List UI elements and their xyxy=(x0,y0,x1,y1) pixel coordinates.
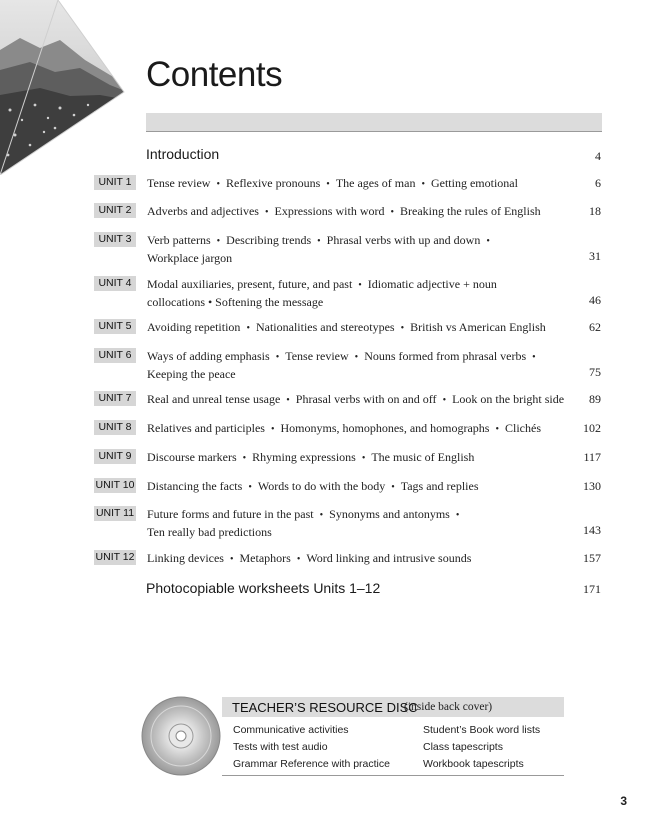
disc-title: TEACHER’S RESOURCE DISC xyxy=(232,700,418,715)
unit-page: 18 xyxy=(589,204,601,218)
unit-topics: Linking devices • Metaphors • Word linking and intrusive sounds xyxy=(147,551,472,565)
unit-label: UNIT 1 xyxy=(94,175,136,190)
unit-page: 89 xyxy=(589,392,601,406)
disc-item: Student’s Book word lists xyxy=(423,724,541,736)
disc-item: Communicative activities xyxy=(233,724,349,736)
unit-topics: Modal auxiliaries, present, future, and past • Idiomatic adjective + noun collocations • Softening the message xyxy=(147,277,497,309)
unit-topics: Verb patterns • Describing trends • Phrasal verbs with up and down • Workplace jargon xyxy=(147,233,490,265)
unit-page: 143 xyxy=(583,523,601,537)
unit-label: UNIT 8 xyxy=(94,420,136,435)
page-number: 3 xyxy=(620,794,627,808)
unit-topics: Ways of adding emphasis • Tense review • Nouns formed from phrasal verbs • Keeping the peace xyxy=(147,349,536,381)
disc-subtitle: (inside back cover) xyxy=(404,701,493,713)
disc-item: Workbook tapescripts xyxy=(423,758,524,770)
worksheets-page: 171 xyxy=(583,582,601,596)
unit-topics: Discourse markers • Rhyming expressions • The music of English xyxy=(147,450,475,464)
unit-page: 46 xyxy=(589,293,601,307)
unit-page: 157 xyxy=(583,551,601,565)
unit-label: UNIT 11 xyxy=(95,507,135,519)
unit-label: UNIT 3 xyxy=(94,232,136,247)
unit-label: UNIT 6 xyxy=(94,348,136,363)
unit-page: 6 xyxy=(595,176,601,190)
introduction-heading: Introduction xyxy=(146,146,220,162)
unit-topics: Avoiding repetition • Nationalities and stereotypes • British vs American English xyxy=(147,320,546,334)
unit-label: UNIT 2 xyxy=(94,203,136,218)
unit-page: 117 xyxy=(583,450,601,464)
unit-page: 75 xyxy=(589,365,601,379)
unit-topics: Adverbs and adjectives • Expressions with word • Breaking the rules of English xyxy=(147,204,541,218)
unit-page: 31 xyxy=(589,249,601,263)
unit-label: UNIT 9 xyxy=(94,449,136,464)
disc-item: Tests with test audio xyxy=(233,741,328,753)
unit-topics: Relatives and participles • Homonyms, homophones, and homographs • Clichés xyxy=(147,421,541,435)
page-title: Contents xyxy=(146,55,283,94)
unit-page: 62 xyxy=(589,320,601,334)
unit-topics: Future forms and future in the past • Synonyms and antonyms • Ten really bad predictions xyxy=(147,507,460,539)
disc-item: Grammar Reference with practice xyxy=(233,758,390,770)
unit-label: UNIT 5 xyxy=(94,319,136,334)
unit-topics: Distancing the facts • Words to do with the body • Tags and replies xyxy=(147,479,479,493)
unit-label: UNIT 12 xyxy=(95,551,135,563)
disc-bottom-rule xyxy=(222,775,564,776)
unit-label: UNIT 7 xyxy=(94,391,136,406)
disc-item: Class tapescripts xyxy=(423,741,503,753)
corner-landscape-image xyxy=(0,0,128,175)
worksheets-heading: Photocopiable worksheets Units 1–12 xyxy=(146,580,381,596)
header-divider-bar xyxy=(146,113,602,132)
unit-page: 102 xyxy=(583,421,601,435)
introduction-page: 4 xyxy=(595,149,601,163)
cd-disc-icon xyxy=(140,695,222,777)
unit-label: UNIT 10 xyxy=(95,479,135,491)
unit-page: 130 xyxy=(583,479,601,493)
unit-topics: Tense review • Reflexive pronouns • The ages of man • Getting emotional xyxy=(147,176,518,190)
unit-topics: Real and unreal tense usage • Phrasal verbs with on and off • Look on the bright side xyxy=(147,392,565,406)
unit-label: UNIT 4 xyxy=(94,276,136,291)
